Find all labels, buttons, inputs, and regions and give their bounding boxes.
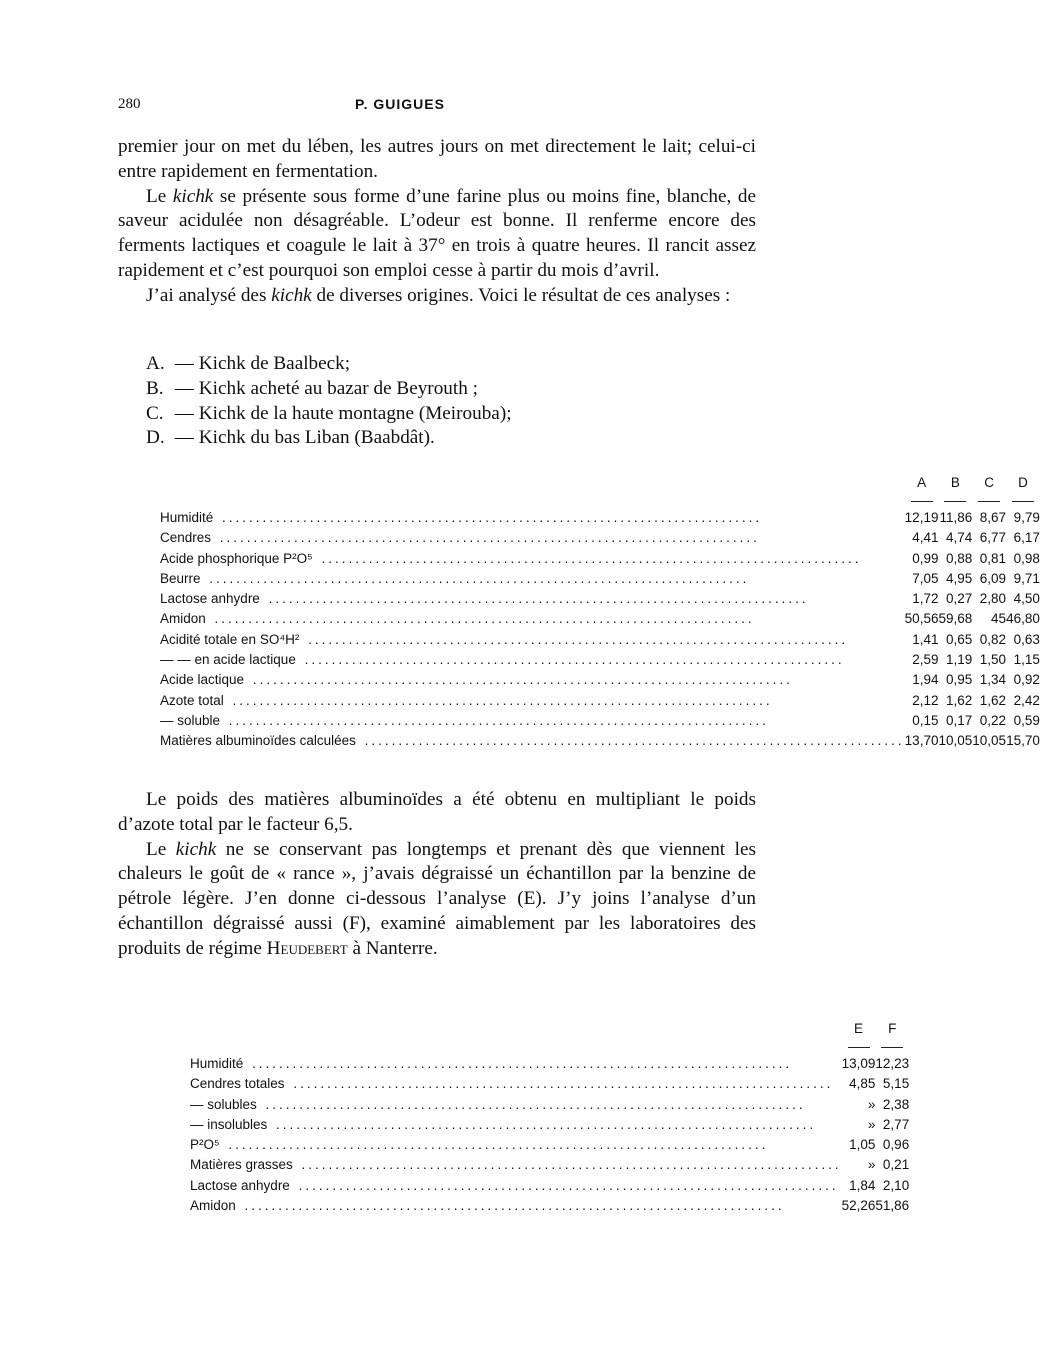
row-label-cell (160, 650, 905, 670)
paragraph-degreased: Le kichk ne se conservant pas longtemps et prenant dès que viennent les chaleurs le goût de « rance », j’avais dégraissé un échantillon par la benzine de pétrole légère. J’en donne ci-dessous l’analyse (E). J’y joins l’analyse d’un échantillon dégraissé aussi (F), examiné aimablement par les laboratoires des produits de régime Heudebert à Nanterre. (118, 838, 756, 959)
value-cell: 0,59 (1013, 712, 1040, 728)
row-label-cell (190, 1155, 842, 1175)
column-header: E (854, 1020, 864, 1036)
value-cell: 2,80 (979, 591, 1007, 607)
table-row (160, 711, 1040, 731)
value-cell: 0,99 (912, 550, 939, 566)
value-cell: 5,15 (882, 1076, 910, 1092)
value-cell: » (867, 1157, 876, 1173)
table-row (160, 691, 1040, 711)
value-cell: 9,79 (1013, 510, 1040, 525)
table-row (190, 1155, 909, 1175)
dot-leader: ................................................................................ (297, 652, 845, 668)
paragraph-continuation: premier jour on met du lében, les autres jours on met directement le lait; celui-ci entre rapidement en fermentation. (118, 136, 756, 182)
paragraph-analyses-intro: J’ai analysé des kichk de diverses origines. Voici le résultat de ces analyses : (146, 284, 731, 306)
value-cell: 13,70 (904, 733, 939, 749)
table-row (190, 1095, 909, 1115)
dot-leader: ................................................................................ (258, 1096, 806, 1112)
value-cell: 1,72 (912, 591, 939, 607)
column-header: A (917, 474, 927, 490)
value-cell: 6,09 (979, 570, 1007, 586)
table-header-row (190, 1018, 909, 1040)
value-cell: 15,70 (1006, 733, 1040, 749)
value-cell: 1,94 (912, 672, 939, 688)
sample-item: D. — Kichk du bas Liban (Baabdât). (146, 427, 435, 449)
value-cell: 8,67 (979, 510, 1007, 525)
row-label-cell (160, 528, 905, 548)
value-cell: 0,88 (945, 550, 973, 566)
column-header: B (950, 474, 960, 490)
value-cell: 1,41 (912, 631, 939, 647)
table-row (160, 589, 1040, 609)
dot-leader: ................................................................................ (269, 1116, 817, 1132)
row-label: Humidité (160, 510, 214, 525)
table-row (160, 569, 1040, 589)
value-cell: 2,59 (912, 652, 939, 668)
row-label: Matières grasses (190, 1157, 293, 1173)
row-label: Amidon (190, 1198, 236, 1214)
value-cell: 0,63 (1013, 631, 1040, 647)
row-label: P²O⁵ (190, 1137, 220, 1153)
value-cell: 1,15 (1013, 652, 1040, 668)
value-cell: 0,98 (1013, 550, 1040, 566)
kichk-term: kichk (172, 185, 214, 207)
value-cell: 2,38 (882, 1096, 910, 1112)
value-cell: 0,82 (979, 631, 1007, 647)
dot-leader: ................................................................................ (207, 611, 755, 627)
body-text-top (118, 135, 756, 309)
row-label: — solubles (190, 1096, 257, 1112)
dash-rule (848, 1047, 870, 1048)
row-label-cell (190, 1074, 842, 1094)
value-cell: 13,09 (841, 1056, 876, 1071)
row-label-cell (190, 1135, 842, 1155)
paragraph-albuminoids: Le poids des matières albuminoïdes a été obtenu en multipliant le poids d’azote total par le facteur 6,5. (118, 789, 756, 835)
row-label: Cendres totales (190, 1076, 285, 1092)
header-dash-row (160, 494, 1040, 508)
value-cell: 10,05 (972, 733, 1007, 749)
value-cell: » (867, 1096, 876, 1112)
row-label: Humidité (190, 1056, 244, 1071)
value-cell: 0,22 (979, 712, 1007, 728)
table-row (160, 549, 1040, 569)
row-label-cell (160, 549, 905, 569)
row-label-cell (190, 1054, 842, 1074)
value-cell: 1,19 (945, 652, 973, 668)
dot-leader: ................................................................................ (225, 692, 773, 708)
row-label-cell (160, 711, 905, 731)
dash-rule (911, 501, 933, 502)
row-label: Matières albuminoïdes calculées (160, 733, 356, 749)
value-cell: 6,17 (1013, 530, 1040, 546)
table-row (160, 731, 1040, 751)
row-label: Acide lactique (160, 672, 245, 688)
paragraph-description: Le kichk se présente sous forme d’une farine plus ou moins fine, blanche, de saveur acidulée non désagréable. L’odeur est bonne. Il renferme encore des ferments lactiques et coagule le lait à 37° en trois à quatre heures. Il rancit assez rapidement et c’est pourquoi son emploi cesse à partir du mois d’avril. (118, 185, 756, 281)
value-cell: 0,21 (882, 1157, 910, 1173)
kichk-term: kichk (175, 838, 217, 860)
value-cell: 0,95 (945, 672, 973, 688)
running-title: P. GUIGUES (355, 96, 445, 112)
row-label-cell (190, 1176, 842, 1196)
value-cell: 9,71 (1013, 570, 1040, 586)
value-cell: 12,19 (904, 510, 939, 525)
row-label: — — en acide lactique (160, 652, 296, 668)
row-label-cell (160, 670, 905, 690)
dot-leader: ................................................................................ (261, 591, 809, 607)
row-label: Acide phosphorique P²O⁵ (160, 550, 313, 566)
table-row (190, 1135, 909, 1155)
kichk-term: kichk (271, 284, 312, 306)
value-cell: 0,27 (945, 591, 973, 607)
row-label-cell (160, 609, 905, 629)
dot-leader: ................................................................................ (294, 1157, 842, 1173)
table-row (160, 670, 1040, 690)
dash-rule (881, 1047, 903, 1048)
dot-leader: ................................................................................ (245, 1056, 793, 1071)
table-row (190, 1054, 909, 1074)
heudebert-name: Heudebert (266, 937, 348, 959)
sample-item: C. — Kichk de la haute montagne (Meirouba); (146, 402, 512, 424)
dot-leader: ................................................................................ (215, 510, 763, 525)
row-label-cell (160, 630, 905, 650)
column-header: D (1018, 474, 1028, 490)
table-row (190, 1176, 909, 1196)
value-cell: 2,42 (1013, 692, 1040, 708)
value-cell: 4,74 (945, 530, 973, 546)
body-text-bottom (118, 788, 756, 962)
table-row (190, 1115, 909, 1135)
dot-leader: ................................................................................ (246, 672, 793, 688)
value-cell: 59,68 (938, 611, 973, 627)
row-label: Beurre (160, 570, 201, 586)
table-header-row (160, 472, 1040, 494)
dot-leader: ................................................................................ (222, 712, 769, 728)
table-row (190, 1196, 909, 1216)
running-header (0, 96, 800, 120)
value-cell: 51,86 (875, 1198, 910, 1214)
dot-leader: ................................................................................ (221, 1137, 769, 1153)
dot-leader: ................................................................................ (286, 1076, 834, 1092)
value-cell: 1,62 (945, 692, 973, 708)
value-cell: 2,10 (882, 1177, 910, 1193)
dash-rule (944, 501, 966, 502)
dot-leader: ................................................................................ (314, 550, 862, 566)
value-cell: 0,65 (945, 631, 973, 647)
dot-leader: ................................................................................ (357, 733, 905, 749)
row-label-cell (160, 569, 905, 589)
row-label-cell (190, 1095, 842, 1115)
kichk-analysis-table (160, 472, 1040, 752)
column-header: F (888, 1020, 897, 1036)
row-label-cell (160, 508, 905, 528)
dot-leader: ................................................................................ (301, 631, 849, 647)
value-cell: 6,77 (979, 530, 1007, 546)
table-row (160, 528, 1040, 548)
value-cell: 7,05 (912, 570, 939, 586)
dot-leader: ................................................................................ (237, 1198, 785, 1214)
value-cell: 0,17 (945, 712, 973, 728)
value-cell: 1,05 (849, 1137, 876, 1153)
row-label: Lactose anhydre (190, 1177, 290, 1193)
value-cell: 11,86 (939, 510, 973, 525)
value-cell: 46,80 (1006, 611, 1040, 627)
value-cell: 52,26 (841, 1198, 876, 1214)
row-label: — soluble (160, 712, 221, 728)
row-label-cell (160, 589, 905, 609)
table-row (160, 650, 1040, 670)
sample-item: A. — Kichk de Baalbeck; (146, 353, 351, 374)
row-label: — insolubles (190, 1116, 268, 1132)
row-label: Amidon (160, 611, 206, 627)
row-label: Azote total (160, 692, 224, 708)
row-label: Cendres (160, 530, 212, 546)
column-header: C (984, 474, 995, 490)
page-number: 280 (118, 96, 141, 112)
table-row (160, 508, 1040, 528)
sample-item: B. — Kichk acheté au bazar de Beyrouth ; (146, 377, 478, 399)
value-cell: 4,41 (912, 530, 939, 546)
value-cell: 1,34 (979, 672, 1007, 688)
row-label-cell (190, 1115, 842, 1135)
dot-leader: ................................................................................ (202, 570, 750, 586)
row-label: Acidité totale en SO⁴H² (160, 631, 300, 647)
value-cell: 1,84 (849, 1177, 876, 1193)
value-cell: 4,85 (849, 1076, 876, 1092)
dot-leader: ................................................................................ (213, 530, 760, 546)
value-cell: 0,81 (979, 550, 1007, 566)
dash-rule (1012, 501, 1034, 502)
row-label: Lactose anhydre (160, 591, 260, 607)
value-cell: 10,05 (938, 733, 973, 749)
value-cell: 0,92 (1013, 672, 1040, 688)
value-cell: 0,15 (912, 712, 939, 728)
value-cell: 2,77 (882, 1116, 910, 1132)
value-cell: 1,50 (979, 652, 1007, 668)
table-row (160, 630, 1040, 650)
sample-list (146, 352, 512, 451)
table-row (160, 609, 1040, 629)
table-row (190, 1074, 909, 1094)
value-cell: 1,62 (979, 692, 1007, 708)
dash-rule (978, 501, 1000, 502)
dot-leader: ................................................................................ (291, 1177, 839, 1193)
value-cell: 0,96 (882, 1137, 910, 1153)
value-cell: » (867, 1116, 876, 1132)
row-label-cell (160, 691, 905, 711)
value-cell: 2,12 (912, 692, 939, 708)
value-cell: 12,23 (875, 1056, 910, 1071)
row-label-cell (190, 1196, 842, 1216)
value-cell: 45 (991, 611, 1007, 627)
degreased-analysis-table (190, 1018, 909, 1216)
value-cell: 4,50 (1013, 591, 1040, 607)
value-cell: 4,95 (945, 570, 973, 586)
row-label-cell (160, 731, 905, 751)
value-cell: 50,56 (904, 611, 939, 627)
header-dash-row (190, 1040, 909, 1054)
